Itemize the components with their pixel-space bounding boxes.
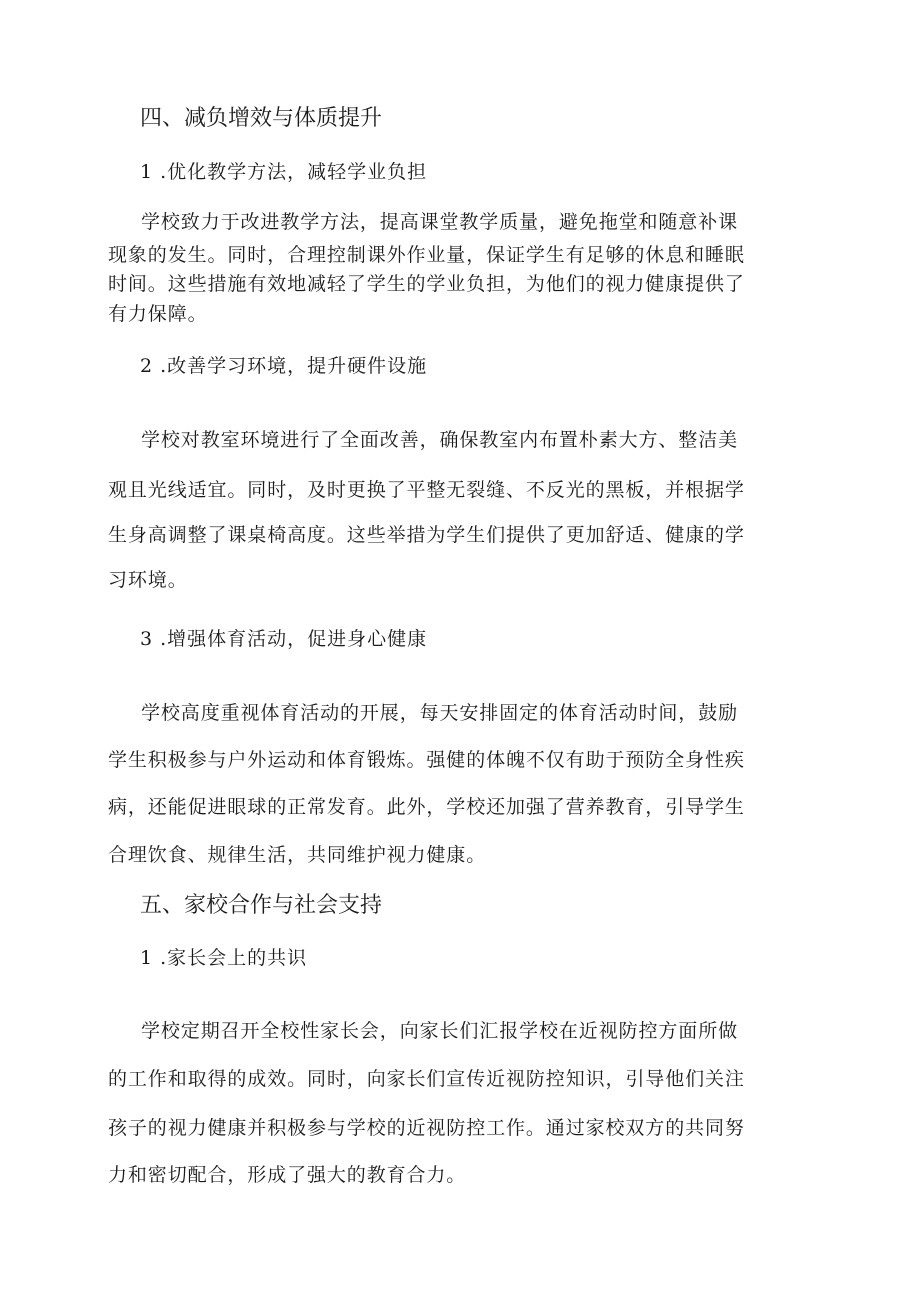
subsection-title-5-1: 1 .家长会上的共识 [140, 947, 308, 969]
paragraph-line: 现象的发生。同时，合理控制课外作业量，保证学生有足够的休息和睡眠 [108, 244, 745, 266]
paragraph-line: 有力保障。 [108, 303, 208, 325]
section-heading-5: 五、家校合作与社会支持 [140, 892, 383, 917]
paragraph-line: 观且光线适宜。同时，及时更换了平整无裂缝、不反光的黑板，并根据学 [108, 479, 745, 501]
paragraph-line: 孩子的视力健康并积极参与学校的近视防控工作。通过家校双方的共同努 [108, 1117, 745, 1139]
subsection-title-4-1: 1 .优化教学方法，减轻学业负担 [140, 161, 428, 183]
paragraph-line: 合理饮食、规律生活，共同维护视力健康。 [108, 844, 487, 866]
paragraph-line: 学校定期召开全校性家长会，向家长们汇报学校在近视防控方面所做 [141, 1020, 739, 1042]
paragraph-line: 学生积极参与户外运动和体育锻炼。强健的体魄不仅有助于预防全身性疾 [108, 749, 745, 771]
paragraph-line: 病，还能促进眼球的正常发育。此外，学校还加强了营养教育，引导学生 [108, 796, 745, 818]
paragraph-line: 习环境。 [108, 569, 188, 591]
paragraph-line: 学校对教室环境进行了全面改善，确保教室内布置朴素大方、整洁美 [141, 429, 739, 451]
subsection-title-4-3: 3 .增强体育活动，促进身心健康 [140, 628, 428, 650]
paragraph-line: 生身高调整了课桌椅高度。这些举措为学生们提供了更加舒适、健康的学 [108, 524, 745, 546]
paragraph-line: 时间。这些措施有效地减轻了学生的学业负担，为他们的视力健康提供了 [108, 273, 745, 295]
subsection-title-4-2: 2 .改善学习环境，提升硬件设施 [140, 355, 428, 377]
paragraph-line: 学校致力于改进教学方法，提高课堂教学质量，避免拖堂和随意补课 [141, 211, 739, 233]
paragraph-line: 力和密切配合，形成了强大的教育合力。 [108, 1164, 467, 1186]
section-heading-4: 四、减负增效与体质提升 [140, 105, 383, 130]
paragraph-line: 的工作和取得的成效。同时，向家长们宣传近视防控知识，引导他们关注 [108, 1068, 745, 1090]
paragraph-line: 学校高度重视体育活动的开展，每天安排固定的体育活动时间，鼓励 [141, 702, 739, 724]
